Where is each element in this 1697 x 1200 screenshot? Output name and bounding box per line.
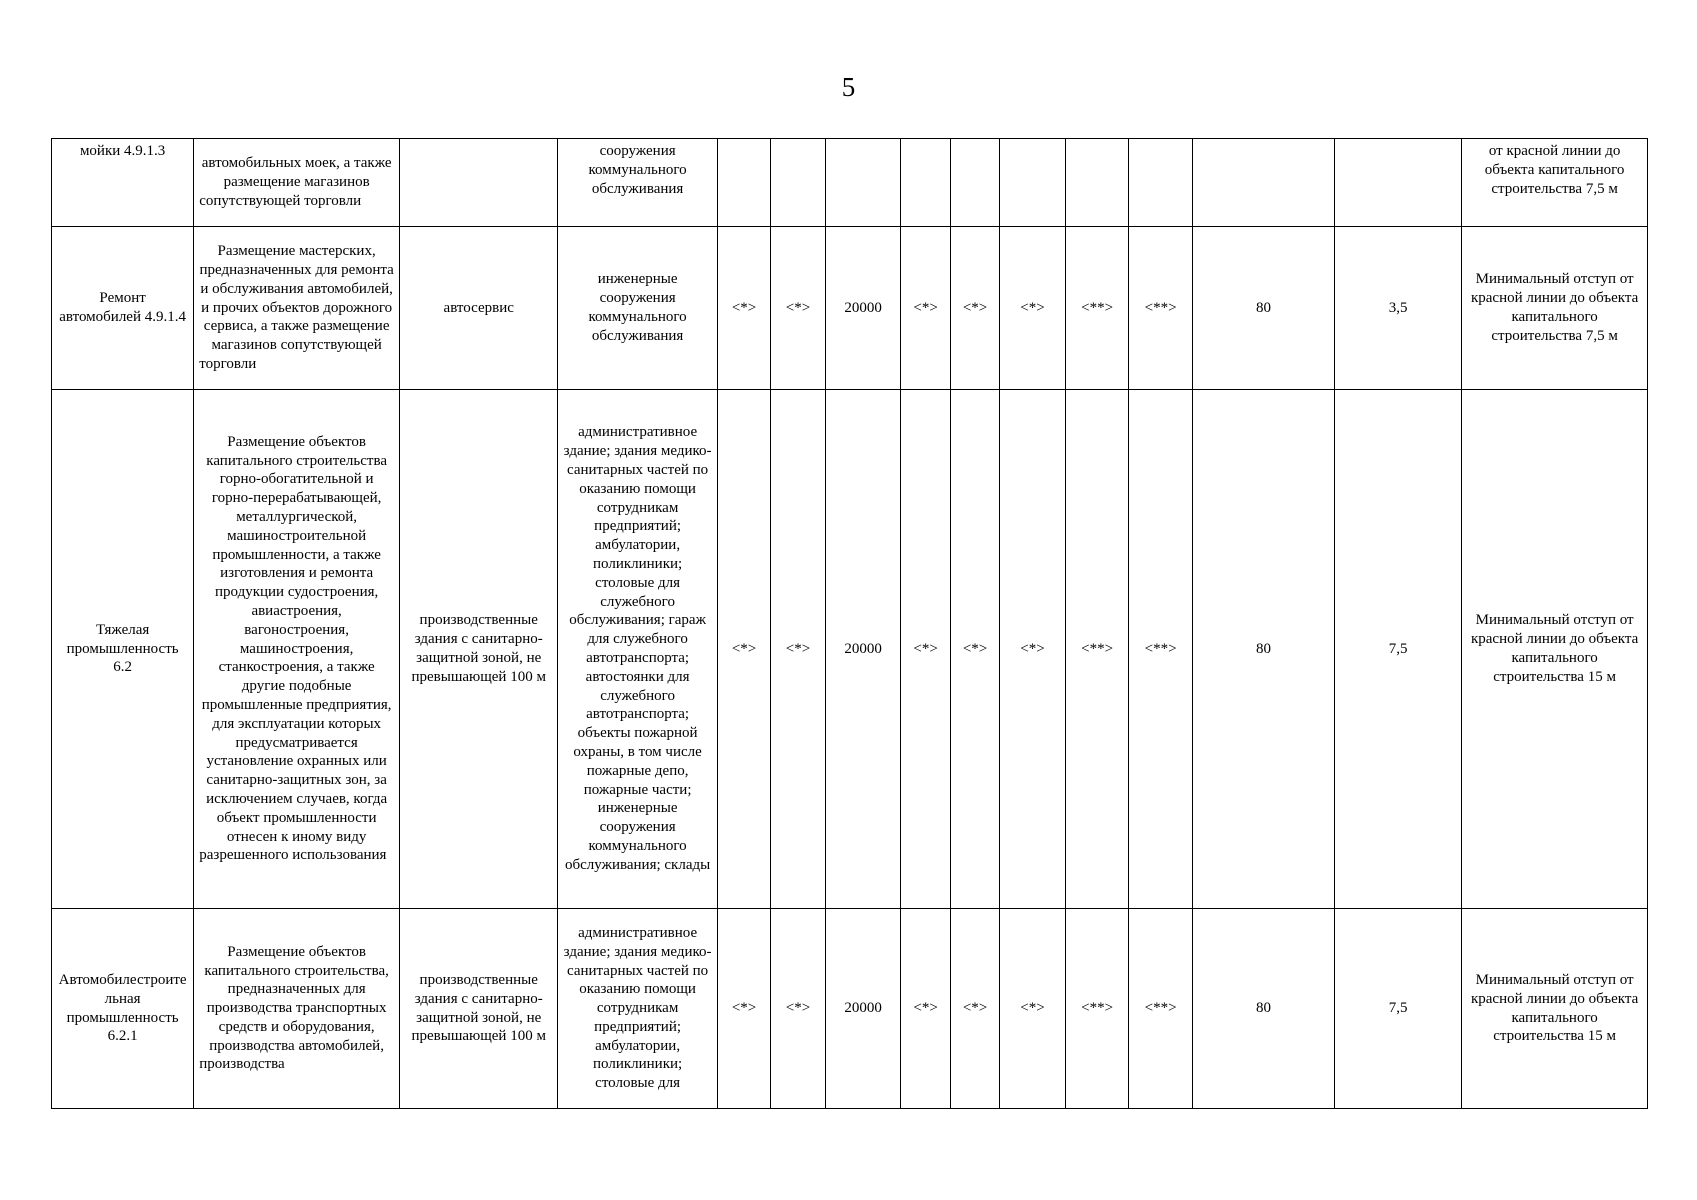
param-cell: <*> bbox=[771, 227, 825, 390]
auxiliary-use-objects: сооружения коммунального обслуживания bbox=[558, 139, 717, 227]
main-use-objects: производственные здания с санитарно-защитной зоной, не превышающей 100 м bbox=[400, 390, 558, 909]
param-cell: <*> bbox=[950, 909, 999, 1109]
param-cell: <**> bbox=[1129, 227, 1193, 390]
param-cell: 20000 bbox=[825, 909, 901, 1109]
min-setback: Минимальный отступ от красной линии до объекта капитального строительства 7,5 м bbox=[1462, 227, 1648, 390]
param-cell: <**> bbox=[1065, 909, 1129, 1109]
land-use-regulations-table bbox=[51, 138, 1648, 1109]
table-row bbox=[52, 227, 1648, 390]
param-cell: <**> bbox=[1065, 227, 1129, 390]
param-cell bbox=[901, 139, 950, 227]
param-cell: 80 bbox=[1192, 390, 1334, 909]
param-cell: <*> bbox=[901, 227, 950, 390]
auxiliary-use-objects: инженерные сооружения коммунального обслуживания bbox=[558, 227, 717, 390]
page-number: 5 bbox=[841, 72, 856, 102]
use-type-description: Размещение мастерских, предназначенных для ремонта и обслуживания автомобилей, и прочих объектов дорожного сервиса, а также размещение магазинов сопутствующей торговли bbox=[194, 227, 400, 390]
param-cell: 7,5 bbox=[1335, 909, 1462, 1109]
param-cell: 80 bbox=[1192, 227, 1334, 390]
param-cell bbox=[1065, 139, 1129, 227]
main-use-objects: автосервис bbox=[400, 227, 558, 390]
param-cell bbox=[950, 139, 999, 227]
param-cell: <*> bbox=[717, 909, 770, 1109]
use-type-description: Размещение объектов капитального строительства, предназначенных для производства транспортных средств и оборудования, производства автомобилей, производства bbox=[194, 909, 400, 1109]
table-row bbox=[52, 139, 1648, 227]
param-cell: <*> bbox=[901, 909, 950, 1109]
param-cell: <*> bbox=[1000, 390, 1066, 909]
param-cell bbox=[771, 139, 825, 227]
min-setback: от красной линии до объекта капитального строительства 7,5 м bbox=[1462, 139, 1648, 227]
param-cell bbox=[1000, 139, 1066, 227]
param-cell: 7,5 bbox=[1335, 390, 1462, 909]
param-cell: 3,5 bbox=[1335, 227, 1462, 390]
min-setback: Минимальный отступ от красной линии до объекта капитального строительства 15 м bbox=[1462, 909, 1648, 1109]
param-cell: <**> bbox=[1129, 390, 1193, 909]
main-use-objects: производственные здания с санитарно-защитной зоной, не превышающей 100 м bbox=[400, 909, 558, 1109]
use-type-name: Тяжелая промышленность 6.2 bbox=[52, 390, 194, 909]
use-type-name: мойки 4.9.1.3 bbox=[52, 139, 194, 227]
param-cell: <*> bbox=[717, 390, 770, 909]
param-cell: 20000 bbox=[825, 390, 901, 909]
param-cell: 80 bbox=[1192, 909, 1334, 1109]
param-cell: <*> bbox=[771, 390, 825, 909]
table-row bbox=[52, 909, 1648, 1109]
param-cell bbox=[717, 139, 770, 227]
param-cell: 20000 bbox=[825, 227, 901, 390]
param-cell: <*> bbox=[1000, 909, 1066, 1109]
use-type-description: автомобильных моек, а также размещение магазинов сопутствующей торговли bbox=[194, 139, 400, 227]
param-cell: <*> bbox=[950, 390, 999, 909]
param-cell bbox=[1192, 139, 1334, 227]
param-cell bbox=[825, 139, 901, 227]
main-use-objects bbox=[400, 139, 558, 227]
table-row bbox=[52, 390, 1648, 909]
param-cell: <**> bbox=[1065, 390, 1129, 909]
param-cell: <*> bbox=[901, 390, 950, 909]
auxiliary-use-objects: административное здание; здания медико-санитарных частей по оказанию помощи сотрудникам предприятий; амбулатории, поликлиники; столовые для bbox=[558, 909, 717, 1109]
param-cell: <*> bbox=[950, 227, 999, 390]
param-cell bbox=[1129, 139, 1193, 227]
param-cell bbox=[1335, 139, 1462, 227]
param-cell: <*> bbox=[717, 227, 770, 390]
auxiliary-use-objects: административное здание; здания медико-санитарных частей по оказанию помощи сотрудникам предприятий; амбулатории, поликлиники; столовые для служебного обслуживания; гараж для служебного автотранспорта; автостоянки для служебного автотранспорта; объекты пожарной охраны, в том числе пожарные депо, пожарные части; инженерные сооружения коммунального обслуживания; склады bbox=[558, 390, 717, 909]
use-type-description: Размещение объектов капитального строительства горно-обогатительной и горно-перерабатывающей, металлургической, машиностроительной промышленности, а также изготовления и ремонта продукции судостроения, авиастроения, вагоностроения, машиностроения, станкостроения, а также другие подобные промышленные предприятия, для эксплуатации которых предусматривается установление охранных или санитарно-защитных зон, за исключением случаев, когда объект промышленности отнесен к иному виду разрешенного использования bbox=[194, 390, 400, 909]
param-cell: <*> bbox=[1000, 227, 1066, 390]
use-type-name: Ремонт автомобилей 4.9.1.4 bbox=[52, 227, 194, 390]
param-cell: <*> bbox=[771, 909, 825, 1109]
param-cell: <**> bbox=[1129, 909, 1193, 1109]
min-setback: Минимальный отступ от красной линии до объекта капитального строительства 15 м bbox=[1462, 390, 1648, 909]
use-type-name: Автомобилестроительная промышленность 6.2.1 bbox=[52, 909, 194, 1109]
